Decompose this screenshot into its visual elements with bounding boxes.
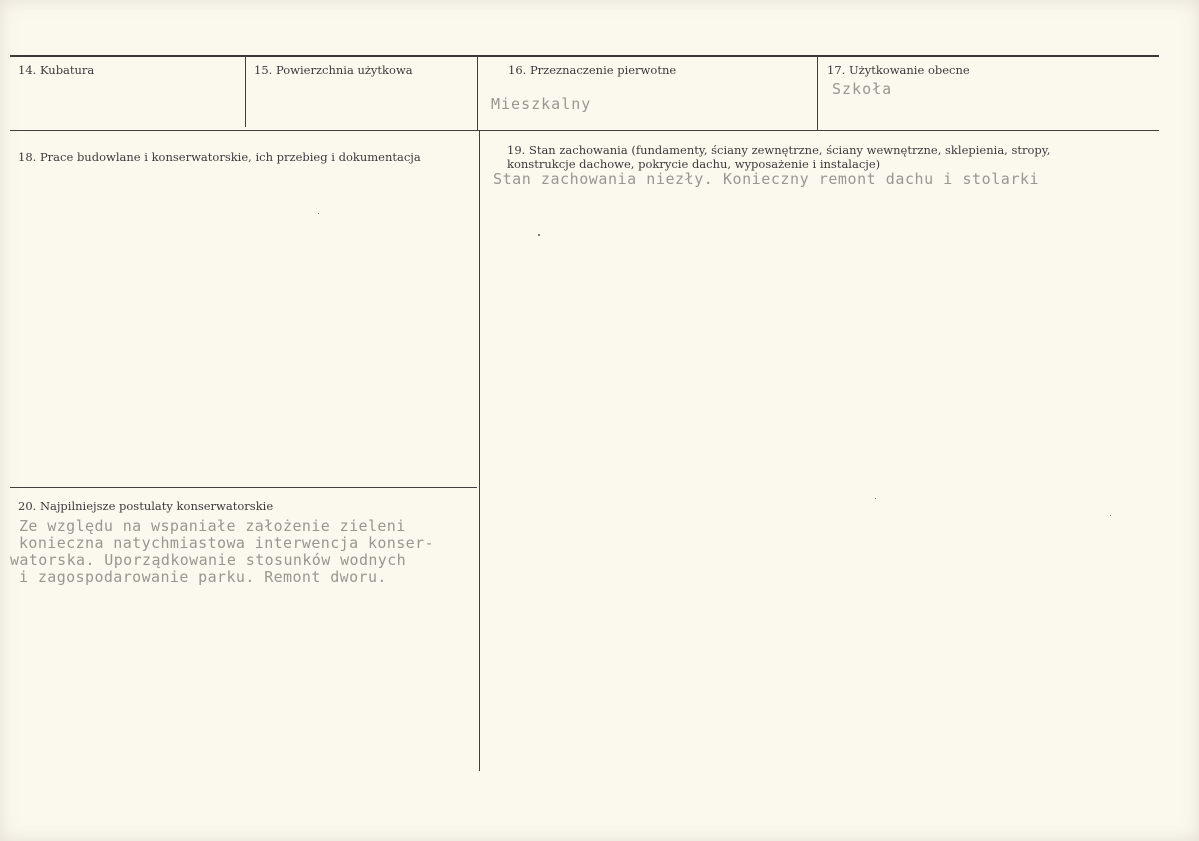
field-15-label: 15. Powierzchnia użytkowa [254, 63, 413, 77]
field-19-label-line-2: konstrukcje dachowe, pokrycie dachu, wyposażenie i instalacje) [507, 157, 881, 171]
divider-15-16 [477, 56, 478, 131]
field-20-text [10, 518, 434, 586]
top-rule [10, 55, 1159, 57]
field-19-value: Stan zachowania niezły. Konieczny remont dachu i stolarki [493, 170, 1040, 188]
field-19-label-line-1: 19. Stan zachowania (fundamenty, ściany zewnętrzne, ściany wewnętrzne, sklepienia, stropy, [507, 143, 1051, 157]
divider-column-main [479, 131, 480, 771]
field-20-line-3: watorska. Uporządkowanie stosunków wodnych [10, 551, 407, 569]
row1-bottom-rule [10, 130, 1159, 131]
divider-16-17 [817, 56, 818, 131]
paper-speck [875, 498, 876, 499]
divider-14-15 [245, 56, 246, 127]
field-16-value: Mieszkalny [491, 95, 592, 113]
field-20-label: 20. Najpilniejsze postulaty konserwatorskie [18, 499, 274, 513]
field-20-line-4: i zagospodarowanie parku. Remont dworu. [19, 568, 387, 586]
field-14-label: 14. Kubatura [18, 63, 95, 77]
paper-speck [1110, 515, 1111, 516]
field-17-value: Szkoła [832, 80, 893, 98]
field-20-line-1: Ze względu na wspaniałe założenie zieleni [19, 517, 406, 535]
paper-speck [538, 234, 540, 236]
paper-speck [318, 213, 319, 214]
field-17-label: 17. Użytkowanie obecne [827, 63, 970, 77]
field-20-top-rule [10, 487, 477, 488]
field-16-label: 16. Przeznaczenie pierwotne [508, 63, 677, 77]
field-18-label: 18. Prace budowlane i konserwatorskie, ich przebieg i dokumentacja [18, 150, 421, 164]
field-20-line-2: konieczna natychmiastowa interwencja konser- [19, 534, 434, 552]
